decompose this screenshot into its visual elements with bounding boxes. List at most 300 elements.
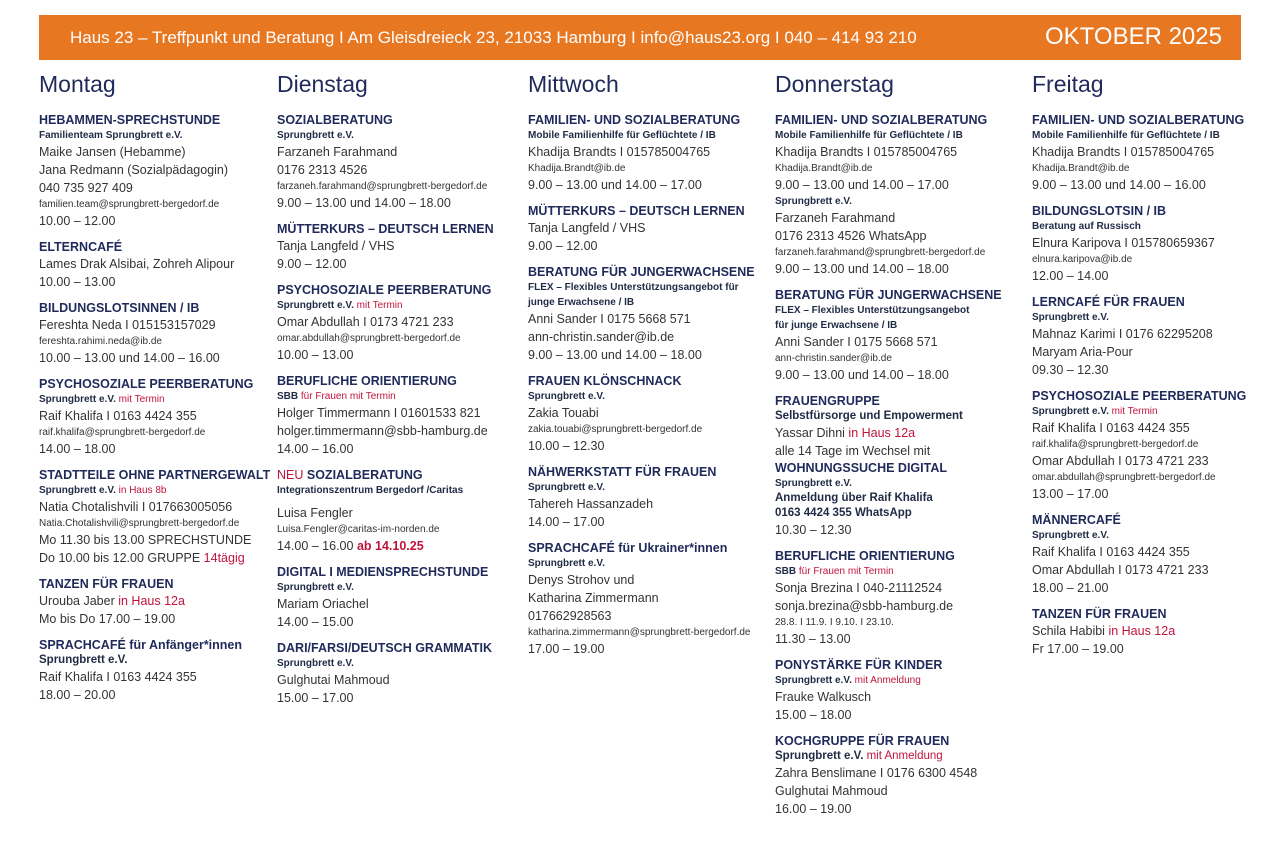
entry-line-text: Raif Khalifa I 0163 4424 355 — [39, 670, 197, 684]
entry-line — [39, 425, 274, 440]
schedule-entry — [775, 287, 1029, 384]
entry-line-text: 0163 4424 355 WhatsApp — [775, 507, 912, 519]
entry-line — [775, 176, 1029, 194]
entry-note: mit Anmeldung — [851, 675, 921, 686]
day-title: Montag — [39, 71, 116, 97]
entry-line — [277, 522, 525, 537]
entry-title-text: SPRACHCAFÉ für Ukrainer*innen — [528, 541, 728, 555]
schedule-entry — [775, 112, 1029, 278]
day-column — [528, 68, 772, 667]
entry-line — [775, 143, 1029, 161]
entry-line — [277, 179, 525, 194]
entry-line-text: Mahnaz Karimi I 0176 62295208 — [1032, 327, 1213, 341]
entry-line-text: Mobile Familienhilfe für Geflüchtete / IB — [775, 130, 963, 141]
entry-line — [39, 392, 274, 407]
entry-line — [1032, 343, 1268, 361]
entry-line — [1032, 325, 1268, 343]
entry-line — [277, 613, 525, 631]
entry-title-text: TANZEN FÜR FRAUEN — [1032, 607, 1167, 621]
entry-line-text: Sprungbrett e.V. — [277, 582, 354, 593]
schedule-entry — [775, 657, 1029, 724]
entry-line — [1032, 470, 1268, 485]
entry-line-text: Mo 11.30 bis 13.00 SPRECHSTUNDE — [39, 533, 252, 547]
entry-line — [528, 237, 772, 255]
entry-line — [528, 310, 772, 328]
entry-line — [1032, 640, 1268, 658]
entry-line-text: 9.00 – 13.00 und 14.00 – 16.00 — [1032, 178, 1206, 192]
entry-line-text: ann-christin.sander@ib.de — [775, 353, 892, 364]
entry-line — [277, 440, 525, 458]
entry-line-text: 9.00 – 13.00 und 14.00 – 17.00 — [528, 178, 702, 192]
entry-line-text: omar.abdullah@sprungbrett-bergedorf.de — [277, 333, 461, 344]
entry-line-text: Omar Abdullah I 0173 4721 233 — [277, 315, 454, 329]
entry-line-text: Holger Timmermann I 01601533 821 — [277, 406, 481, 420]
entry-line — [775, 673, 1029, 688]
entry-title — [1032, 112, 1268, 128]
entry-line — [528, 422, 772, 437]
entry-line — [775, 800, 1029, 818]
entry-line-text: 14.00 – 16.00 — [277, 442, 354, 456]
entry-title — [528, 373, 772, 389]
entry-line — [528, 437, 772, 455]
entry-line — [277, 580, 525, 595]
entry-line — [277, 298, 525, 313]
entry-line — [528, 571, 772, 589]
entry-line — [39, 212, 274, 230]
entry-line — [775, 161, 1029, 176]
entry-title — [528, 540, 772, 556]
entry-line-text: 10.00 – 12.00 — [39, 214, 116, 228]
entry-line-text: Gulghutai Mahmoud — [277, 673, 390, 687]
entry-line — [1032, 176, 1268, 194]
entry-line-text: Farzaneh Farahmand — [775, 211, 896, 225]
entry-title-text: FAMILIEN- UND SOZIALBERATUNG — [775, 113, 988, 127]
entry-line-text: Maryam Aria-Pour — [1032, 345, 1133, 359]
entry-line-text: 9.00 – 12.00 — [528, 239, 598, 253]
entry-line — [277, 656, 525, 671]
entry-title-text: FAMILIEN- UND SOZIALBERATUNG — [1032, 113, 1245, 127]
schedule-entry — [775, 548, 1029, 648]
schedule-entry — [1032, 112, 1268, 194]
entry-line-text: elnura.karipova@ib.de — [1032, 254, 1133, 265]
entry-line — [277, 504, 525, 522]
entry-line-text: 9.00 – 12.00 — [277, 257, 347, 271]
entry-line — [775, 706, 1029, 724]
entry-title-text: ELTERNCAFÉ — [39, 240, 123, 254]
entry-line-text: 28.8. I 11.9. I 9.10. I 23.10. — [775, 617, 894, 628]
entry-line — [775, 209, 1029, 227]
entry-line — [528, 404, 772, 422]
entry-line — [775, 521, 1029, 539]
entry-title-text: SOZIALBERATUNG — [306, 468, 423, 482]
entry-line — [39, 592, 274, 610]
entry-line-text: 9.00 – 13.00 und 14.00 – 18.00 — [775, 262, 949, 276]
schedule-entry — [277, 467, 525, 555]
entry-title — [528, 264, 772, 280]
schedule-entry — [528, 464, 772, 531]
entry-line-text: SBB — [277, 391, 299, 402]
entry-line — [39, 255, 274, 273]
entry-line-text: Sprungbrett e.V. — [775, 675, 852, 686]
entry-line — [277, 595, 525, 613]
entry-line — [775, 506, 1029, 521]
entry-line — [1032, 234, 1268, 252]
schedule-entry — [1032, 388, 1268, 503]
entry-line-text: 9.00 – 13.00 und 14.00 – 18.00 — [775, 368, 949, 382]
entry-line — [528, 161, 772, 176]
entry-line — [528, 346, 772, 364]
header-info: Haus 23 – Treffpunkt und Beratung I Am Gleisdreieck 23, 21033 Hamburg I info@haus23.org I 040 – 414 93 210 — [70, 28, 917, 47]
entry-line-text: Natia.Chotalishvili@sprungbrett-bergedorf.de — [39, 518, 240, 529]
entry-line — [775, 366, 1029, 384]
schedule-entry — [528, 203, 772, 255]
entry-line-text: 9.00 – 13.00 und 14.00 – 18.00 — [277, 196, 451, 210]
entry-line-text: 15.00 – 17.00 — [277, 691, 354, 705]
entry-line-text: sonja.brezina@sbb-hamburg.de — [775, 599, 954, 613]
schedule-entry — [528, 373, 772, 455]
entry-line — [277, 237, 525, 255]
entry-line — [1032, 543, 1268, 561]
entry-line-text: Elnura Karipova I 015780659367 — [1032, 236, 1215, 250]
entry-title-text: PSYCHOSOZIALE PEERBERATUNG — [39, 377, 254, 391]
entry-line-text: 14.00 – 15.00 — [277, 615, 354, 629]
entry-title — [39, 376, 274, 392]
entry-line — [277, 255, 525, 273]
entry-line — [775, 764, 1029, 782]
entry-line-text: 13.00 – 17.00 — [1032, 487, 1109, 501]
entry-note: für Frauen mit Termin — [298, 391, 396, 402]
entry-line — [528, 495, 772, 513]
entry-line — [775, 318, 1029, 333]
entry-line-text: Sprungbrett e.V. — [1032, 312, 1109, 323]
entry-title-text: BILDUNGSLOTSIN / IB — [1032, 204, 1167, 218]
entry-title-text: MÜTTERKURS – DEUTSCH LERNEN — [277, 222, 494, 236]
entry-line-text: Sprungbrett e.V. — [1032, 406, 1109, 417]
entry-line — [277, 143, 525, 161]
entry-line-text: FLEX – Flexibles Unterstützungsangebot für — [528, 282, 739, 293]
entry-title — [277, 282, 525, 298]
entry-line — [528, 219, 772, 237]
entry-title — [775, 657, 1029, 673]
entry-line-text: Khadija.Brandt@ib.de — [775, 163, 873, 174]
entry-title — [1032, 388, 1268, 404]
entry-line — [277, 194, 525, 212]
entry-title — [39, 112, 274, 128]
entry-line-text: 16.00 – 19.00 — [775, 802, 852, 816]
entry-title — [277, 564, 525, 580]
entry-line — [39, 653, 274, 668]
entry-line — [775, 351, 1029, 366]
entry-line-text: Luisa.Fengler@caritas-im-norden.de — [277, 524, 440, 535]
entry-line-text: Jana Redmann (Sozialpädagogin) — [39, 163, 229, 177]
schedule-entry — [1032, 606, 1268, 658]
entry-line — [277, 313, 525, 331]
entry-title-text: FRAUEN KLÖNSCHNACK — [528, 374, 682, 388]
entry-line-text: Sprungbrett e.V. — [39, 485, 116, 496]
entry-line-text: farzaneh.farahmand@sprungbrett-bergedorf.de — [775, 247, 986, 258]
entry-line — [528, 389, 772, 404]
entry-line — [277, 128, 525, 143]
schedule-entry — [39, 300, 274, 367]
entry-line-text: 9.00 – 13.00 und 14.00 – 18.00 — [528, 348, 702, 362]
entry-line — [39, 273, 274, 291]
entry-line-text: Farzaneh Farahmand — [277, 145, 398, 159]
day-title: Dienstag — [277, 71, 368, 97]
entry-line-text: Khadija.Brandt@ib.de — [528, 163, 626, 174]
entry-line-text: Zahra Benslimane I 0176 6300 4548 — [775, 766, 978, 780]
entry-line — [277, 161, 525, 179]
entry-line — [775, 630, 1029, 648]
entry-line-text: 10.00 – 13.00 — [277, 348, 354, 362]
entry-line-text: Raif Khalifa I 0163 4424 355 — [1032, 545, 1190, 559]
entry-line — [775, 688, 1029, 706]
entry-line — [277, 404, 525, 422]
entry-line — [1032, 419, 1268, 437]
entry-line-text: Sprungbrett e.V. — [277, 130, 354, 141]
schedule-entry — [775, 733, 1029, 818]
entry-line-text: Do 10.00 bis 12.00 GRUPPE — [39, 551, 201, 565]
entry-line — [39, 349, 274, 367]
entry-line — [1032, 622, 1268, 640]
entry-line-text: Sprungbrett e.V. — [39, 654, 128, 666]
schedule-entry — [39, 112, 274, 230]
entry-title-text: KOCHGRUPPE FÜR FRAUEN — [775, 734, 950, 748]
entry-title-text: BERATUNG FÜR JUNGERWACHSENE — [775, 288, 1002, 302]
entry-line — [1032, 561, 1268, 579]
entry-line — [277, 331, 525, 346]
schedule-entry — [39, 637, 274, 704]
entry-line-text: Khadija Brandts I 015785004765 — [1032, 145, 1215, 159]
entry-title — [277, 373, 525, 389]
entry-line-text: Fereshta Neda I 015153157029 — [39, 318, 216, 332]
entry-line-text: 14.00 – 17.00 — [528, 515, 605, 529]
entry-title — [775, 393, 1029, 409]
entry-title — [1032, 606, 1268, 622]
entry-line — [39, 197, 274, 212]
entry-title — [277, 467, 525, 483]
entry-line — [775, 476, 1029, 491]
entry-line-text: Sprungbrett e.V. — [775, 196, 852, 207]
entry-line-text: für junge Erwachsene / IB — [775, 320, 898, 331]
entry-title — [277, 221, 525, 237]
entry-line — [528, 128, 772, 143]
entry-title — [39, 576, 274, 592]
entry-line — [775, 333, 1029, 351]
entry-line-text: Sprungbrett e.V. — [277, 300, 354, 311]
entry-line-text: Khadija.Brandt@ib.de — [1032, 163, 1130, 174]
entry-line-text: Lames Drak Alsibai, Zohreh Alipour — [39, 257, 235, 271]
entry-line — [775, 782, 1029, 800]
entry-title-text: BERATUNG FÜR JUNGERWACHSENE — [528, 265, 755, 279]
entry-line-text: Tanja Langfeld / VHS — [528, 221, 646, 235]
entry-line — [39, 483, 274, 498]
entry-title-text: NÄHWERKSTATT FÜR FRAUEN — [528, 465, 717, 479]
entry-line — [775, 227, 1029, 245]
entry-line — [277, 422, 525, 440]
entry-line-text: WOHNUNGSSUCHE DIGITAL — [775, 461, 947, 475]
entry-line-text: 11.30 – 13.00 — [775, 632, 851, 646]
schedule-entry — [39, 467, 274, 567]
entry-line — [528, 280, 772, 295]
entry-line — [775, 245, 1029, 260]
entry-line — [775, 424, 1029, 442]
entry-line — [277, 483, 525, 498]
entry-title — [775, 112, 1029, 128]
entry-line — [1032, 252, 1268, 267]
entry-line-text: Mobile Familienhilfe für Geflüchtete / IB — [528, 130, 716, 141]
entry-title — [528, 464, 772, 480]
entry-line-text: Familienteam Sprungbrett e.V. — [39, 130, 183, 141]
entry-line-text: Selbstfürsorge und Empowerment — [775, 410, 963, 422]
entry-line — [775, 564, 1029, 579]
schedule-entry — [277, 640, 525, 707]
day-title: Donnerstag — [775, 71, 894, 97]
entry-line — [1032, 437, 1268, 452]
schedule-entry — [528, 112, 772, 194]
entry-line — [1032, 404, 1268, 419]
entry-line — [775, 442, 1029, 460]
entry-line — [528, 589, 772, 607]
entry-line — [39, 531, 274, 549]
entry-line — [528, 556, 772, 571]
entry-title-text: STADTTEILE OHNE PARTNERGEWALT — [39, 468, 271, 482]
entry-line — [775, 579, 1029, 597]
entry-title-text: LERNCAFÉ FÜR FRAUEN — [1032, 295, 1185, 309]
entry-line-text: Frauke Walkusch — [775, 690, 872, 704]
entry-line-text: 10.30 – 12.30 — [775, 523, 852, 537]
entry-title — [39, 637, 274, 653]
entry-line — [528, 625, 772, 640]
entry-line — [528, 176, 772, 194]
entry-line-text: 15.00 – 18.00 — [775, 708, 852, 722]
entry-title — [1032, 512, 1268, 528]
entry-line — [528, 607, 772, 625]
entry-title-text: DIGITAL I MEDIENSPRECHSTUNDE — [277, 565, 489, 579]
entry-note: in Haus 8b — [115, 485, 167, 496]
entry-line — [277, 689, 525, 707]
entry-line-text: Natia Chotalishvili I 017663005056 — [39, 500, 233, 514]
entry-line — [39, 610, 274, 628]
entry-line-text: 0176 2313 4526 — [277, 163, 368, 177]
entry-line — [1032, 161, 1268, 176]
entry-line-text: Anni Sander I 0175 5668 571 — [528, 312, 691, 326]
day-column — [277, 68, 525, 716]
entry-line-text: Anmeldung über Raif Khalifa — [775, 492, 933, 504]
entry-line — [277, 346, 525, 364]
schedule-entry — [528, 264, 772, 364]
entry-line-text: 0176 2313 4526 WhatsApp — [775, 229, 927, 243]
entry-line-text: Omar Abdullah I 0173 4721 233 — [1032, 563, 1209, 577]
schedule-entry — [277, 373, 525, 458]
entry-line — [39, 143, 274, 161]
entry-line — [528, 328, 772, 346]
day-column — [39, 68, 274, 713]
entry-line-text: 14.00 – 18.00 — [39, 442, 116, 456]
entry-line-text: 14.00 – 16.00 — [277, 539, 354, 553]
entry-title-text: PONYSTÄRKE FÜR KINDER — [775, 658, 943, 672]
entry-note: in Haus 12a — [844, 426, 916, 440]
entry-line-text: zakia.touabi@sprungbrett-bergedorf.de — [528, 424, 703, 435]
entry-title-text: BERUFLICHE ORIENTIERUNG — [775, 549, 955, 563]
entry-line-text: Khadija Brandts I 015785004765 — [528, 145, 711, 159]
entry-title-text: DARI/FARSI/DEUTSCH GRAMMATIK — [277, 641, 493, 655]
entry-line-text: raif.khalifa@sprungbrett-bergedorf.de — [39, 427, 206, 438]
schedule-entry — [1032, 294, 1268, 379]
entry-line — [1032, 267, 1268, 285]
entry-title — [528, 203, 772, 219]
entry-line — [775, 128, 1029, 143]
entry-line — [39, 549, 274, 567]
entry-title-text: PSYCHOSOZIALE PEERBERATUNG — [277, 283, 492, 297]
entry-line — [775, 615, 1029, 630]
entry-line — [39, 316, 274, 334]
schedule-entry — [277, 221, 525, 273]
schedule-entry — [775, 393, 1029, 539]
entry-line-text: Sprungbrett e.V. — [277, 658, 354, 669]
entry-line-text: Omar Abdullah I 0173 4721 233 — [1032, 454, 1209, 468]
entry-title — [277, 640, 525, 656]
entry-line-text: fereshta.rahimi.neda@ib.de — [39, 336, 162, 347]
entry-title — [39, 239, 274, 255]
entry-line — [775, 409, 1029, 424]
entry-line-text: Urouba Jaber — [39, 594, 115, 608]
entry-line — [39, 161, 274, 179]
entry-line-text: Beratung auf Russisch — [1032, 221, 1141, 232]
entry-line — [528, 640, 772, 658]
entry-line-text: 10.00 – 13.00 — [39, 275, 116, 289]
entry-line — [1032, 528, 1268, 543]
entry-line-text: Sprungbrett e.V. — [775, 478, 852, 489]
entry-line — [775, 460, 1029, 476]
entry-title — [39, 300, 274, 316]
entry-line-text: Mobile Familienhilfe für Geflüchtete / IB — [1032, 130, 1220, 141]
entry-line-text: Raif Khalifa I 0163 4424 355 — [39, 409, 197, 423]
entry-line — [277, 389, 525, 404]
schedule-entry — [39, 376, 274, 458]
entry-note: ab 14.10.25 — [353, 539, 424, 553]
new-badge: NEU — [277, 468, 307, 482]
entry-line-text: 18.00 – 20.00 — [39, 688, 116, 702]
schedule-entry — [1032, 512, 1268, 597]
entry-line-text: Sonja Brezina I 040-21112524 — [775, 581, 943, 595]
entry-line — [775, 597, 1029, 615]
entry-line-text: Sprungbrett e.V. — [775, 750, 864, 762]
entry-title — [277, 112, 525, 128]
entry-line — [277, 537, 525, 555]
entry-line-text: Schila Habibi — [1032, 624, 1105, 638]
entry-title-text: SOZIALBERATUNG — [277, 113, 393, 127]
entry-line — [528, 480, 772, 495]
entry-title-text: MÄNNERCAFÉ — [1032, 513, 1121, 527]
entry-line-text: Denys Strohov und — [528, 573, 635, 587]
entry-line-text: Raif Khalifa I 0163 4424 355 — [1032, 421, 1190, 435]
entry-line — [775, 194, 1029, 209]
entry-line-text: Katharina Zimmermann — [528, 591, 659, 605]
entry-note: in Haus 12a — [114, 594, 185, 608]
entry-line-text: alle 14 Tage im Wechsel mit — [775, 444, 931, 458]
entry-line-text: junge Erwachsene / IB — [528, 297, 635, 308]
entry-note: mit Termin — [353, 300, 403, 311]
entry-line-text: familien.team@sprungbrett-bergedorf.de — [39, 199, 220, 210]
entry-line-text: 09.30 – 12.30 — [1032, 363, 1109, 377]
entry-line — [39, 407, 274, 425]
entry-line-text: Luisa Fengler — [277, 506, 353, 520]
entry-line — [1032, 128, 1268, 143]
entry-line-text: katharina.zimmermann@sprungbrett-bergedorf.de — [528, 627, 751, 638]
entry-line-text: Yassar Dihni — [775, 426, 845, 440]
schedule-entry — [1032, 203, 1268, 285]
entry-title — [775, 733, 1029, 749]
